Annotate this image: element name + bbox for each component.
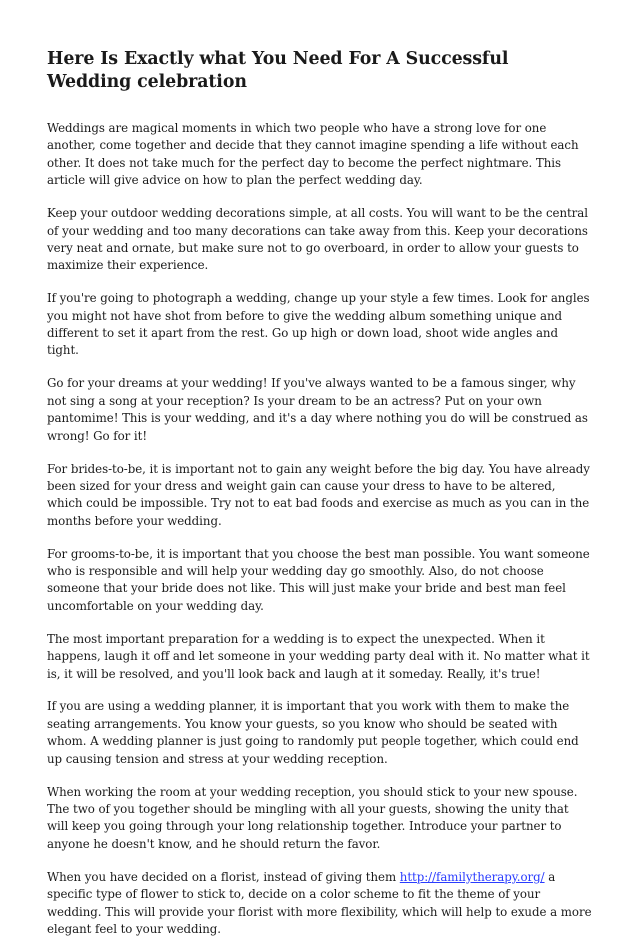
paragraph-grooms: For grooms-to-be, it is important that you choose the best man possible. You want someone who is responsible and will help your wedding day go smoothly. Also, do not choose someone that your bride does not like. This will just make your bride and best man feel uncomfortable on your wedding day. [47,546,590,613]
familytherapy-link[interactable]: http://familytherapy.org/ [399,869,545,884]
florist-text-before-link: When you have decided on a florist, instead of giving them [47,869,400,884]
paragraph-brides: For brides-to-be, it is important not to gain any weight before the big day. You have already been sized for your dress and weight gain can cause your dress to have to be altered, which could be impossible. Try not to eat bad foods and exercise as much as you can in the months before your wedding. [47,461,590,528]
paragraph-planner: If you are using a wedding planner, it is important that you work with them to make the seating arrangements. You know your guests, so you know who should be seated with whom. A wedding planner is just going to randomly put people together, which could end up causing tension and stress at your wedding reception. [47,699,579,766]
paragraph-intro: Weddings are magical moments in which two people who have a strong love for one another, come together and decide that they cannot imagine spending a life without each other. It does not take much for the perfect day to become the perfect nightmare. This article will give advice on how to plan the perfect wedding day. [47,121,579,188]
paragraph-dreams: Go for your dreams at your wedding! If you've always wanted to be a famous singer, why not sing a song at your reception? Is your dream to be an actress? Put on your own pantomime! This is your wedding, and it's a day where nothing you do will be construed as wrong! Go for it! [47,376,588,443]
document-title: Here Is Exactly what You Need For A Successful Wedding celebration [47,49,509,92]
paragraph-unexpected: The most important preparation for a wedding is to expect the unexpected. When it happens, laugh it off and let someone in your wedding party deal with it. No matter what it is, it will be resolved, and you'll look back and laugh at it someday. Really, it's true! [47,631,590,681]
paragraph-decorations: Keep your outdoor wedding decorations simple, at all costs. You will want to be the central of your wedding and too many decorations can take away from this. Keep your decorations very neat and ornate, but make sure not to go overboard, in order to allow your guests to maximize their experience. [47,206,588,273]
florist-text-after-link: a specific type of flower to stick to, decide on a color scheme to fit the theme of your wedding. This will provide your florist with more flexibility, which will help to exude a more elegant feel to your wedding. [47,869,592,936]
paragraph-photography: If you're going to photograph a wedding, change up your style a few times. Look for angles you might not have shot from before to give the wedding album something unique and different to set it apart from the rest. Go up high or down load, shoot wide angles and tight. [47,291,590,358]
paragraph-florist [47,869,592,938]
paragraph-reception: When working the room at your wedding reception, you should stick to your new spouse. The two of you together should be mingling with all your guests, showing the unity that will keep you going through your long relationship together. Introduce your partner to anyone he doesn't know, and he should return the favor. [47,784,578,851]
